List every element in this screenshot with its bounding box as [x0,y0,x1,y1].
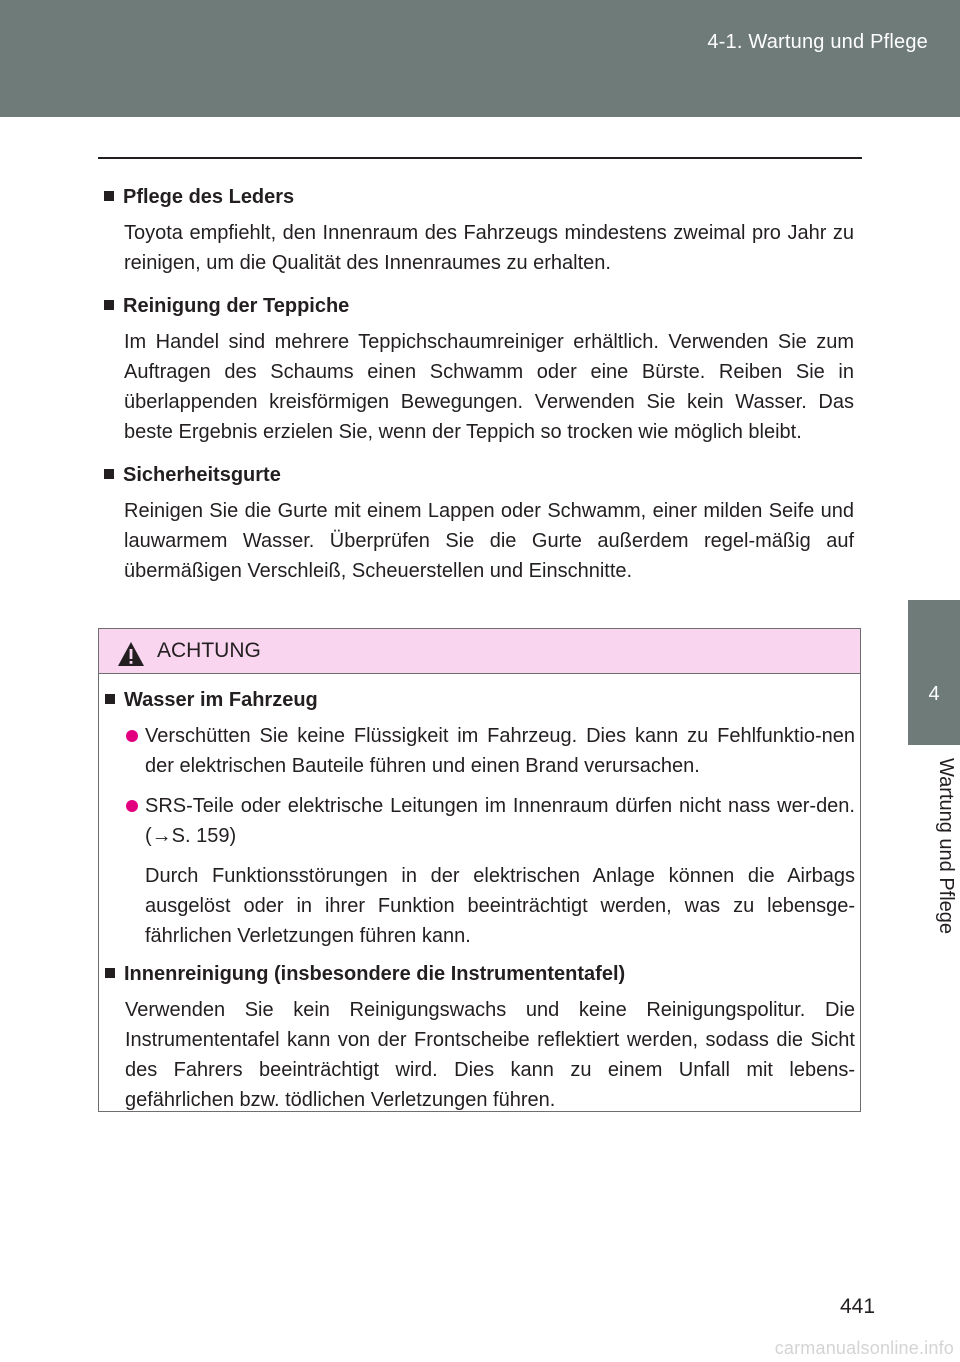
warning-heading [103,685,855,715]
warning-body [103,685,855,1128]
section-heading [102,182,854,212]
square-bullet-icon [104,191,114,201]
header-rule [98,157,862,159]
warning-triangle-icon [117,641,145,667]
section-heading-text: Pflege des Leders [123,186,295,208]
warning-text: Verwenden Sie kein Reinigungswachs und keine Reinigungspolitur. Die Instrumententafel kann von der Frontscheibe reflektiert werden, sodass die Sicht des Fahrers beeinträchtigt wird. Dies kann zu einem Unfall mit lebens-gefährlichen bzw. tödlichen Verletzungen führen. [125,999,855,1111]
chapter-number: 4 [928,683,940,705]
section-text: Im Handel sind mehrere Teppichschaumreiniger erhältlich. Verwenden Sie zum Auftragen des Schaums einen Schwamm oder eine Bürste. Reiben Sie in überlappenden kreisförmigen Bewegungen. Verwenden Sie kein Wasser. Das beste Ergebnis erzielen Sie, wenn der Teppich so trocken wie möglich bleibt. [124,331,854,443]
section-heading [102,291,854,321]
warning-heading-text: Innenreinigung (insbesondere die Instrumententafel) [124,963,626,985]
warning-header [99,629,860,674]
warning-bullet-text: SRS-Teile oder elektrische Leitungen im Innenraum dürfen nicht nass wer-den. (→S. 159) [145,795,855,847]
square-bullet-icon [105,694,115,704]
section-text: Reinigen Sie die Gurte mit einem Lappen oder Schwamm, einer milden Seife und lauwarmem Wasser. Überprüfen Sie die Gurte außerdem regel-mäßig auf übermäßigen Verschleiß, Scheuerstellen und Einschnitte. [124,500,854,582]
dot-bullet-icon [126,730,138,742]
section-heading-text: Reinigung der Teppiche [123,295,350,317]
warning-bullet [125,721,855,781]
warning-bullet [125,791,855,851]
square-bullet-icon [105,968,115,978]
watermark: carmanualsonline.info [774,1338,954,1358]
section-text: Toyota empfiehlt, den Innenraum des Fahrzeugs mindestens zweimal pro Jahr zu reinigen, um die Qualität des Innenraumes zu erhalten. [124,222,854,274]
warning-bullet-text: Verschütten Sie keine Flüssigkeit im Fahrzeug. Dies kann zu Fehlfunktio-nen der elektrischen Bauteile führen und einen Brand verursachen. [145,725,855,777]
warning-bullet-extra: Durch Funktionsstörungen in der elektrischen Anlage können die Airbags ausgelöst oder in ihrer Funktion beeinträchtigt werden, was zu lebensge-fährlichen Verletzungen führen kann. [145,865,855,947]
section-heading-text: Sicherheitsgurte [123,464,281,486]
square-bullet-icon [104,469,114,479]
page-number: 441 [840,1295,876,1318]
chapter-side-tab [908,600,960,745]
warning-heading [103,959,855,989]
warning-heading-text: Wasser im Fahrzeug [124,689,318,711]
warning-box [98,628,861,1112]
chapter-title: 4-1. Wartung und Pflege [707,31,928,53]
chapter-side-label: Wartung und Pflege [935,758,957,935]
dot-bullet-icon [126,800,138,812]
section-heading [102,460,854,490]
warning-title: ACHTUNG [157,639,261,662]
main-content [102,182,854,599]
chapter-header-bar [0,0,960,117]
square-bullet-icon [104,300,114,310]
